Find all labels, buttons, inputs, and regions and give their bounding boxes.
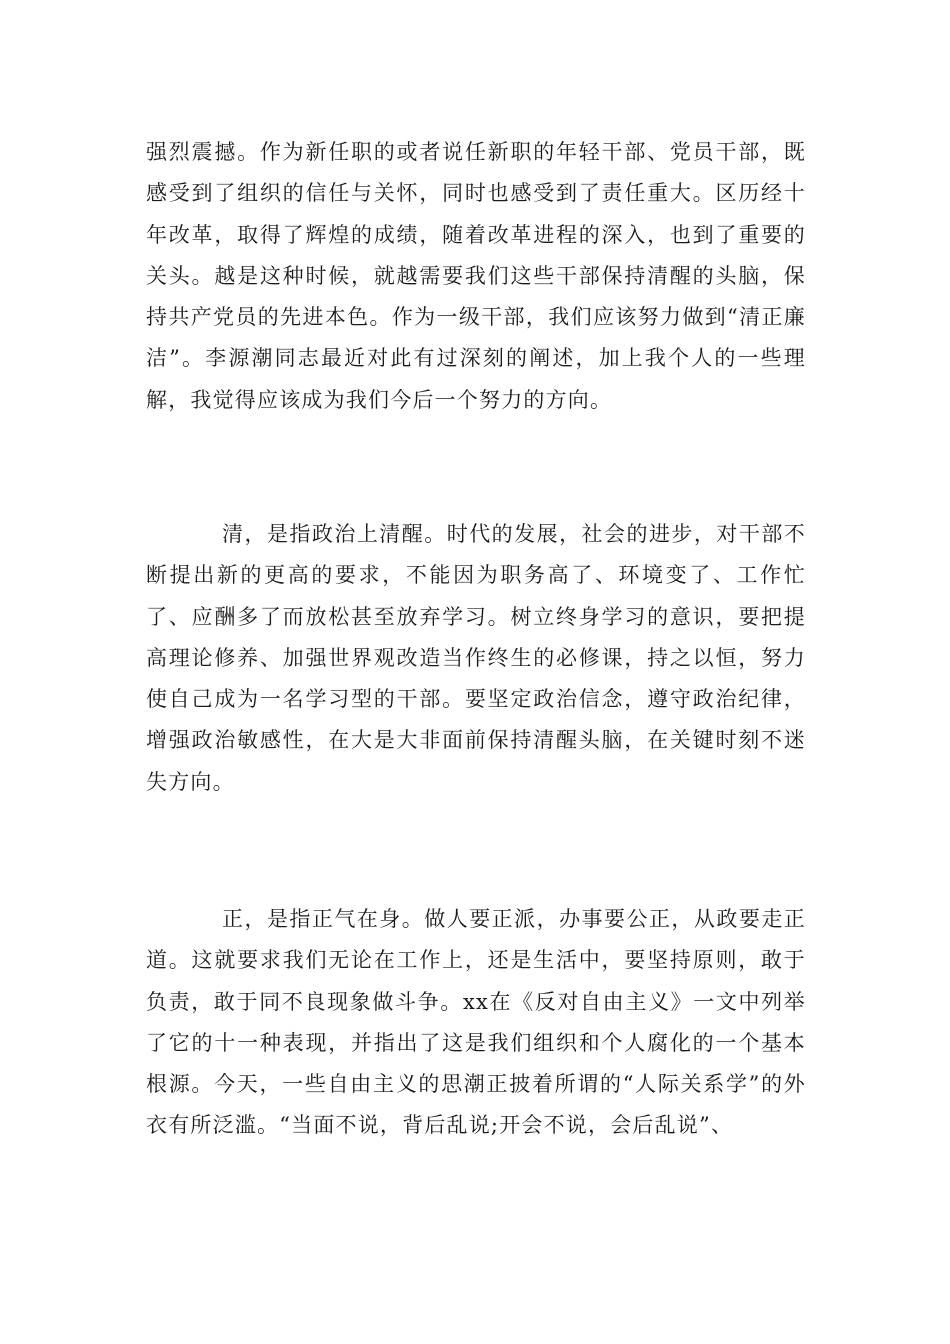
paragraph-3: 正，是指正气在身。做人要正派，办事要公正，从政要走正道。这就要求我们无论在工作上，还是生活中，要坚持原则，敢于负责，敢于同不良现象做斗争。xx在《反对自由主义》一文中列举了它的十一种表现，并指出了这是我们组织和个人腐化的一个基本根源。今天，一些自由主义的思潮正披着所谓的“人际关系学”的外衣有所泛滥。“当面不说，背后乱说;开会不说，会后乱说”、 xyxy=(146,907,806,1138)
paragraph-2: 清，是指政治上清醒。时代的发展，社会的进步，对干部不断提出新的更高的要求，不能因为职务高了、环境变了、工作忙了、应酬多了而放松甚至放弃学习。树立终身学习的意识，要把提高理论修养、加强世界观改造当作终生的必修课，持之以恒，努力使自己成为一名学习型的干部。要坚定政治信念，遵守政治纪律，增强政治敏感性，在大是大非面前保持清醒头脑，在关键时刻不迷失方向。 xyxy=(146,522,806,794)
paragraph-1: 强烈震撼。作为新任职的或者说任新职的年轻干部、党员干部，既感受到了组织的信任与关怀，同时也感受到了责任重大。区历经十年改革，取得了辉煌的成绩，随着改革进程的深入，也到了重要的关头。越是这种时候，就越需要我们这些干部保持清醒的头脑，保持共产党员的先进本色。作为一级干部，我们应该努力做到“清正廉洁”。李源潮同志最近对此有过深刻的阐述，加上我个人的一些理解，我觉得应该成为我们今后一个努力的方向。 xyxy=(146,140,806,412)
